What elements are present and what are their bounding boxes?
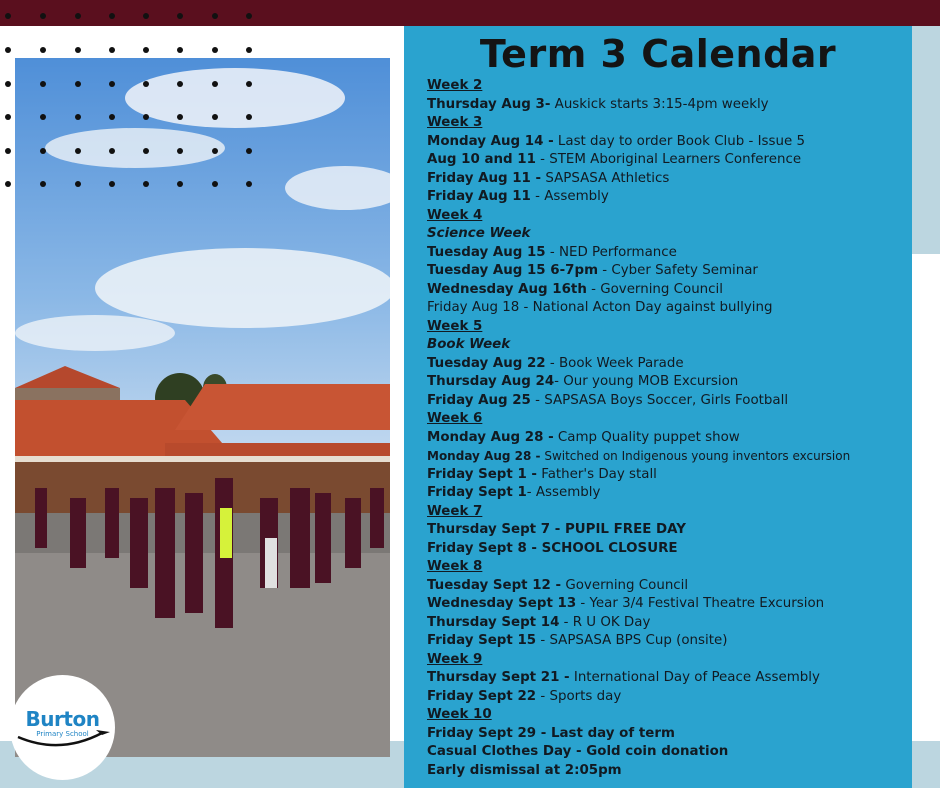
- event-item: [427, 632, 907, 651]
- event-description: International Day of Peace Assembly: [569, 670, 820, 685]
- event-description: - Cyber Safety Seminar: [598, 263, 758, 278]
- event-item: [427, 540, 907, 559]
- event-date: Friday Sept 1: [427, 485, 527, 500]
- event-description: - Assembly: [526, 485, 601, 500]
- week-heading: Week 4: [427, 207, 483, 223]
- event-item: [427, 429, 907, 448]
- event-item: [427, 244, 907, 263]
- event-description: Friday Aug 18 - National Acton Day against bullying: [427, 300, 773, 315]
- event-date: Friday Aug 11: [427, 189, 531, 204]
- school-logo: [10, 675, 115, 780]
- event-description: - SAPSASA BPS Cup (onsite): [536, 633, 728, 648]
- event-description: Switched on Indigenous young inventors excursion: [540, 449, 851, 463]
- event-description: - R U OK Day: [559, 614, 651, 630]
- event-description: Camp Quality puppet show: [553, 429, 740, 445]
- event-description: - Governing Council: [586, 281, 723, 297]
- event-date: Friday Aug 25: [427, 392, 531, 408]
- event-date: Friday Sept 22: [427, 688, 537, 704]
- event-description: - SAPSASA Boys Soccer, Girls Football: [530, 392, 789, 408]
- calendar-panel: [404, 26, 912, 788]
- event-item: [427, 373, 907, 392]
- event-item: [427, 392, 907, 411]
- event-item: [427, 521, 907, 540]
- week-theme: Book Week: [427, 337, 511, 352]
- event-item: [427, 577, 907, 596]
- event-date: Thursday Sept 14: [427, 614, 560, 630]
- event-date: Tuesday Aug 15: [427, 244, 546, 260]
- week-heading: Week 6: [427, 411, 483, 426]
- week-heading: Week 9: [427, 651, 483, 667]
- event-item: [427, 96, 907, 115]
- event-item: [427, 262, 907, 281]
- event-date: Tuesday Aug 22: [427, 355, 546, 371]
- event-item: [427, 614, 907, 633]
- logo-name: Burton: [25, 707, 100, 731]
- event-date: Friday Sept 15: [427, 633, 537, 648]
- event-description: Auskick starts 3:15-4pm weekly: [550, 96, 769, 112]
- event-item: [427, 188, 907, 207]
- event-item: [427, 151, 907, 170]
- event-description: Father's Day stall: [537, 466, 657, 482]
- event-description: - NED Performance: [545, 244, 677, 260]
- event-description: - Assembly: [530, 189, 609, 204]
- event-item: [427, 725, 907, 744]
- event-item: [427, 669, 907, 688]
- event-description: - Year 3/4 Festival Theatre Excursion: [576, 596, 825, 611]
- event-item: [427, 355, 907, 374]
- event-date: Thursday Aug 24: [427, 374, 555, 389]
- week-heading: Week 5: [427, 318, 483, 334]
- event-description: - Sports day: [536, 688, 622, 704]
- event-date: Thursday Sept 7 - PUPIL FREE DAY: [427, 522, 686, 537]
- event-item: [427, 447, 907, 466]
- event-item: [427, 133, 907, 152]
- week-heading: Week 8: [427, 559, 483, 574]
- event-date: Friday Sept 1 -: [427, 466, 537, 482]
- event-date: Tuesday Sept 12 -: [427, 577, 562, 593]
- event-date: Friday Sept 29 - Last day of term: [427, 725, 675, 741]
- event-date: Monday Aug 28 -: [427, 449, 541, 463]
- event-date: Early dismissal at 2:05pm: [427, 762, 622, 778]
- event-date: Monday Aug 14 -: [427, 133, 554, 149]
- event-item: [427, 484, 907, 503]
- event-description: SAPSASA Athletics: [541, 170, 670, 186]
- dot-pattern: [0, 0, 260, 200]
- event-item: [427, 466, 907, 485]
- event-item: [427, 170, 907, 189]
- week-heading: Week 2: [427, 78, 483, 93]
- event-date: Tuesday Aug 15 6-7pm: [427, 263, 599, 278]
- event-item: [427, 743, 907, 762]
- events-list: [427, 77, 907, 780]
- event-item: [427, 281, 907, 300]
- week-heading: Week 3: [427, 115, 483, 130]
- event-description: - Our young MOB Excursion: [554, 374, 739, 389]
- event-date: Wednesday Aug 16th: [427, 281, 587, 297]
- event-date: Casual Clothes Day - Gold coin donation: [427, 744, 729, 759]
- event-date: Thursday Aug 3-: [427, 96, 551, 112]
- week-heading: Week 10: [427, 707, 492, 722]
- calendar-title: Term 3 Calendar: [479, 32, 837, 76]
- decorative-band-right: [912, 26, 940, 254]
- event-date: Friday Aug 11 -: [427, 170, 542, 186]
- event-date: Wednesday Sept 13: [427, 596, 577, 611]
- event-date: Monday Aug 28 -: [427, 429, 554, 445]
- week-theme: Science Week: [427, 226, 531, 241]
- event-date: Friday Sept 8 - SCHOOL CLOSURE: [427, 540, 678, 556]
- event-description: - STEM Aboriginal Learners Conference: [535, 152, 802, 167]
- logo-subtitle: Primary School: [36, 730, 89, 738]
- event-item: [427, 299, 907, 318]
- event-date: Thursday Sept 21 -: [427, 670, 570, 685]
- event-item: [427, 762, 907, 781]
- event-description: Last day to order Book Club - Issue 5: [553, 133, 805, 149]
- event-item: [427, 688, 907, 707]
- event-date: Aug 10 and 11: [427, 152, 536, 167]
- event-description: Governing Council: [561, 577, 689, 593]
- event-item: [427, 595, 907, 614]
- week-heading: Week 7: [427, 503, 483, 519]
- event-description: - Book Week Parade: [545, 355, 684, 371]
